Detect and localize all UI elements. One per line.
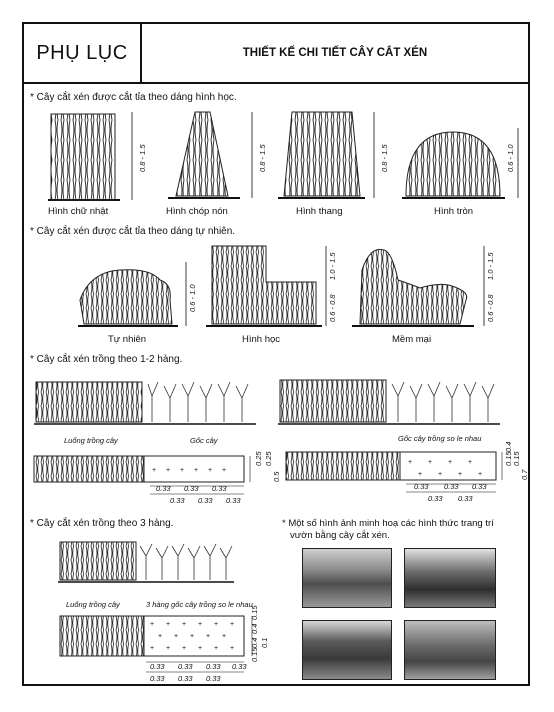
dim-rows3-4: 0.15 [250, 605, 259, 620]
spacing-left-1: 0.33 [156, 484, 171, 493]
dim-label-geometric-bottom: 0.6 - 0.8 [328, 294, 337, 322]
svg-text:+: + [166, 645, 171, 652]
dim-right-2: 0.4 [504, 441, 513, 452]
dim-right-1: 0.15 [504, 451, 513, 466]
spacing-rows3-3: 0.33 [206, 662, 221, 671]
dim-label-geometric-top: 1.0 - 1.5 [328, 252, 337, 280]
staggered-label-right: Gốc cây trồng so le nhau [398, 434, 482, 443]
natural-shapes-group [78, 246, 484, 326]
dim-label-soft-bottom: 0.6 - 0.8 [486, 294, 495, 322]
photos-title-line1: * Một số hình ảnh minh hoạ các hình thức trang trí [282, 518, 494, 529]
geometric-form-hedge [212, 246, 316, 324]
rows12-elevations [34, 380, 500, 424]
spacing-rows3-4: 0.33 [232, 662, 247, 671]
spacing-left-5: 0.33 [198, 496, 213, 505]
svg-text:+: + [214, 645, 219, 652]
shape-label-trapezoid: Hình thang [296, 206, 343, 217]
soft-form-hedge [360, 249, 467, 324]
shape-label-soft: Mềm mại [392, 334, 432, 345]
svg-text:+: + [190, 633, 195, 640]
dim-right-4: 0.7 [520, 469, 529, 480]
svg-text:+: + [166, 621, 171, 628]
svg-text:+: + [230, 621, 235, 628]
svg-text:+: + [448, 459, 453, 466]
svg-text:+: + [438, 471, 443, 478]
rows3-section-title: * Cây cắt xén trồng theo 3 hàng. [30, 518, 174, 529]
sheet-title: THIẾT KẾ CHI TIẾT CÂY CẮT XÉN [242, 47, 428, 59]
appendix-title: PHỤ LỤC [24, 24, 142, 82]
rows12-section-title: * Cây cắt xén trồng theo 1-2 hàng. [30, 354, 183, 365]
stump-label-left: Gốc cây [190, 436, 218, 445]
dim-label-round: 0.6 - 1.0 [506, 144, 515, 172]
rectangle-hedge [51, 114, 115, 200]
svg-text:+: + [182, 645, 187, 652]
garden-photo-2 [404, 548, 496, 608]
svg-text:+: + [428, 459, 433, 466]
svg-text:+: + [150, 621, 155, 628]
spacing-rows3-1: 0.33 [150, 662, 165, 671]
svg-text:+: + [166, 467, 171, 474]
dim-rows3-2: 0.4 [250, 637, 259, 648]
garden-photo-1 [302, 548, 392, 608]
spacing-rows3-7: 0.33 [206, 674, 221, 683]
spacing-right-4: 0.33 [428, 494, 443, 503]
dim-label-soft-top: 1.0 - 1.5 [486, 252, 495, 280]
svg-text:+: + [198, 621, 203, 628]
dim-label-trapezoid: 0.8 - 1.5 [380, 144, 389, 172]
natural-section-title: * Cây cắt xén được cắt tỉa theo dáng tự nhiên. [30, 226, 236, 237]
svg-text:+: + [158, 633, 163, 640]
svg-text:+: + [222, 467, 227, 474]
svg-text:+: + [182, 621, 187, 628]
bed-label-rows3: Luống trồng cây [66, 600, 120, 609]
photos-title-line2: vườn bằng cây cắt xén. [290, 530, 390, 541]
svg-text:+: + [214, 621, 219, 628]
svg-text:+: + [418, 471, 423, 478]
svg-text:+: + [208, 467, 213, 474]
dim-right-3: 0.15 [512, 451, 521, 466]
shape-label-cone: Hình chóp nón [166, 206, 228, 217]
natural-form-hedge [80, 270, 172, 324]
shape-label-rectangle: Hình chữ nhật [48, 206, 109, 217]
svg-text:+: + [152, 467, 157, 474]
dim-label-cone: 0.8 - 1.5 [258, 144, 267, 172]
shape-label-natural: Tự nhiên [108, 334, 147, 345]
garden-photo-4 [404, 620, 496, 680]
geometric-shapes-group [48, 112, 518, 200]
spacing-left-6: 0.33 [226, 496, 241, 505]
bed-label-left: Luống trồng cây [64, 436, 118, 445]
dim-rows3-5: 0.1 [260, 637, 269, 648]
spacing-left-3: 0.33 [212, 484, 227, 493]
svg-text:+: + [194, 467, 199, 474]
svg-text:+: + [468, 459, 473, 466]
spacing-left-4: 0.33 [170, 496, 185, 505]
dim-label-natural: 0.6 - 1.0 [188, 284, 197, 312]
shape-label-geometric-form: Hình học [242, 334, 281, 345]
svg-text:+: + [174, 633, 179, 640]
svg-text:+: + [206, 633, 211, 640]
trapezoid-hedge [284, 112, 360, 196]
spacing-right-2: 0.33 [444, 482, 459, 491]
cone-hedge [176, 112, 228, 196]
dim-rows3-1: 0.15 [250, 647, 259, 662]
spacing-rows3-5: 0.33 [150, 674, 165, 683]
svg-text:+: + [222, 633, 227, 640]
spacing-rows3-2: 0.33 [178, 662, 193, 671]
staggered-label-rows3: 3 hàng gốc cây trồng so le nhau [146, 600, 253, 609]
dim-left-2: 0.25 [264, 451, 273, 466]
spacing-right-5: 0.33 [458, 494, 473, 503]
dim-label-rectangle: 0.8 - 1.5 [138, 144, 147, 172]
spacing-rows3-6: 0.33 [178, 674, 193, 683]
shape-label-round: Hình tròn [434, 206, 474, 217]
dim-rows3-3: 0.4 [250, 623, 259, 634]
svg-text:+: + [408, 459, 413, 466]
svg-text:+: + [458, 471, 463, 478]
garden-photo-3 [302, 620, 392, 680]
svg-text:+: + [180, 467, 185, 474]
spacing-left-2: 0.33 [184, 484, 199, 493]
svg-text:+: + [478, 471, 483, 478]
dim-left-1: 0.25 [254, 451, 263, 466]
round-hedge [406, 132, 500, 196]
svg-text:+: + [230, 645, 235, 652]
spacing-right-1: 0.33 [414, 482, 429, 491]
spacing-right-3: 0.33 [472, 482, 487, 491]
dim-left-3: 0.5 [272, 471, 281, 482]
geometric-section-title: * Cây cắt xén được cắt tỉa theo dáng hình học. [30, 92, 237, 103]
svg-text:+: + [198, 645, 203, 652]
svg-text:+: + [150, 645, 155, 652]
